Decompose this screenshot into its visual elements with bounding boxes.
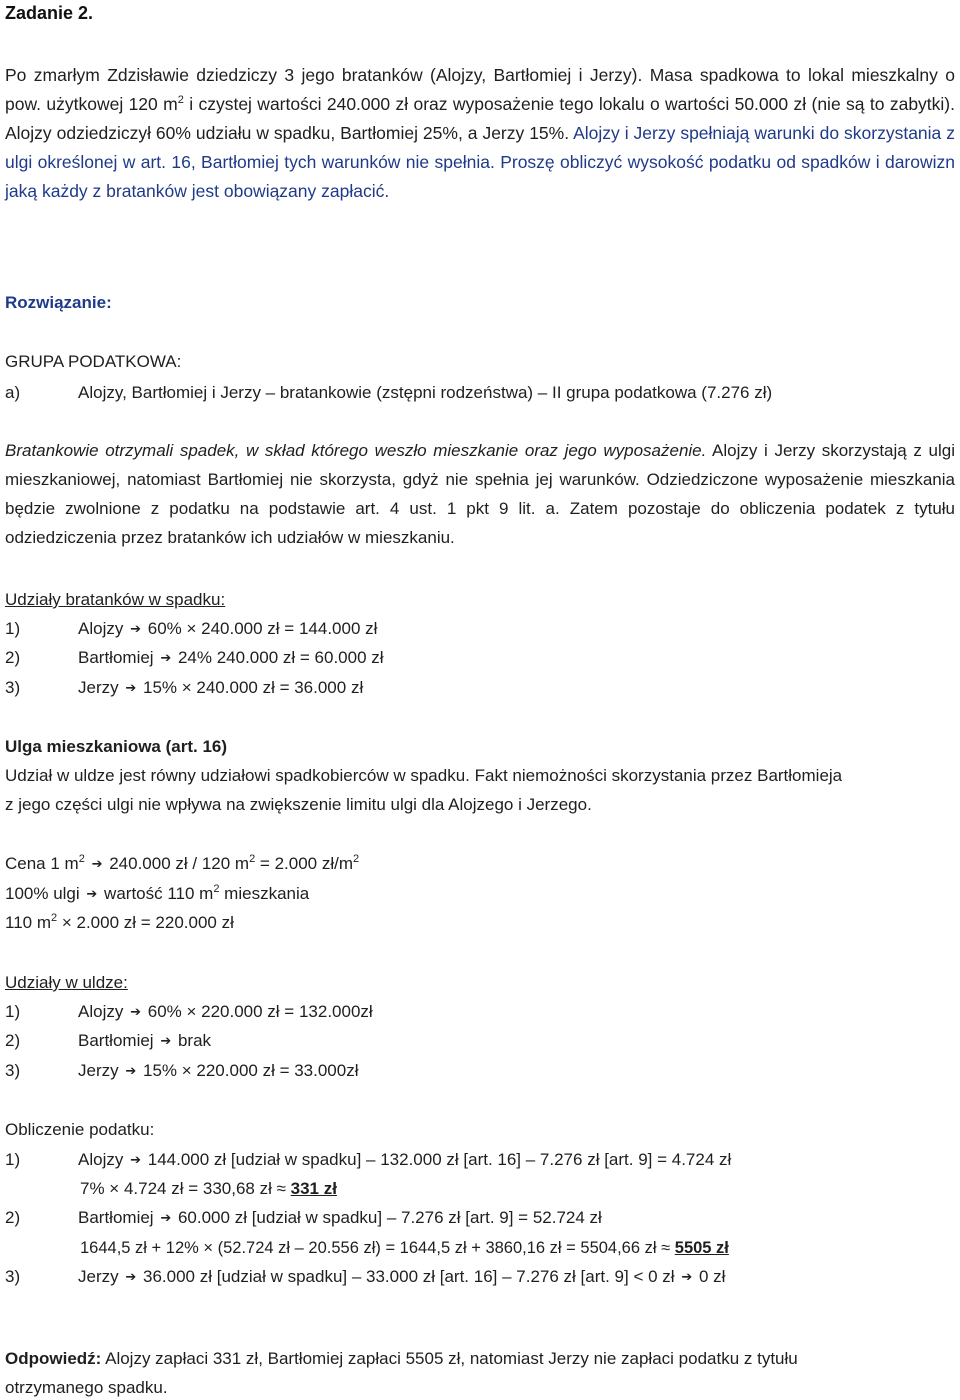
sup: 2 xyxy=(51,912,58,924)
price-calc: 240.000 zł / 120 m xyxy=(109,854,250,873)
relief-calc-area: 110 m xyxy=(5,913,51,932)
tax-name: Bartłomiej xyxy=(78,1208,154,1227)
tax-result-value: 5505 zł xyxy=(674,1239,729,1257)
relief-text-line-2: z jego części ulgi nie wpływa na zwiększenie limitu ulgi dla Alojzego i Jerzego. xyxy=(5,795,592,814)
relief-suffix: mieszkania xyxy=(219,884,310,903)
tax-heading: Obliczenie podatku: xyxy=(5,1120,155,1139)
arrow-right-icon: ➔ xyxy=(681,1269,693,1284)
group-item-number: a) xyxy=(5,383,21,402)
relief-percent: 100% ulgi xyxy=(5,884,80,903)
share-name: Bartłomiej xyxy=(78,648,154,667)
tax-item xyxy=(78,1207,602,1229)
tax-result-value: 0 zł xyxy=(698,1267,726,1286)
share-calc: 60% × 240.000 zł = 144.000 zł xyxy=(147,619,378,638)
price-result: = 2.000 zł/m xyxy=(255,854,354,873)
tax-name: Alojzy xyxy=(78,1150,124,1169)
tax-name: Jerzy xyxy=(78,1267,119,1286)
relief-share-calc: 60% × 220.000 zł = 132.000zł xyxy=(147,1002,373,1021)
relief-shares-heading: Udziały w uldze: xyxy=(5,973,128,992)
tax-item-number: 2) xyxy=(5,1208,21,1227)
tax-item xyxy=(78,1149,731,1171)
arrow-right-icon: ➔ xyxy=(160,650,172,665)
shares-heading: Udziały bratanków w spadku: xyxy=(5,590,226,609)
relief-share-number: 3) xyxy=(5,1061,21,1080)
sup: 2 xyxy=(78,853,85,865)
group-item-text: Alojzy, Bartłomiej i Jerzy – bratankowie (zstępni rodzeństwa) – II grupa podatkowa (7.276 zł) xyxy=(78,383,773,402)
share-name: Alojzy xyxy=(78,619,124,638)
share-item-number: 2) xyxy=(5,648,21,667)
arrow-right-icon: ➔ xyxy=(91,856,103,871)
relief-share-name: Alojzy xyxy=(78,1002,124,1021)
tax-item-number: 1) xyxy=(5,1150,21,1169)
group-heading: GRUPA PODATKOWA: xyxy=(5,352,182,371)
answer-line-2: otrzymanego spadku. xyxy=(5,1378,168,1397)
share-name: Jerzy xyxy=(78,678,119,697)
arrow-right-icon: ➔ xyxy=(160,1033,172,1048)
relief-share-item xyxy=(78,1001,373,1023)
share-item xyxy=(78,647,384,669)
arrow-right-icon: ➔ xyxy=(125,680,137,695)
arrow-right-icon: ➔ xyxy=(86,886,98,901)
tax-item-number: 3) xyxy=(5,1267,21,1286)
answer-label: Odpowiedź: xyxy=(5,1349,102,1368)
relief-share-item xyxy=(78,1060,359,1082)
share-item xyxy=(78,677,363,699)
share-calc: 15% × 240.000 zł = 36.000 zł xyxy=(143,678,364,697)
relief-share-number: 1) xyxy=(5,1002,21,1021)
relief-share-name: Jerzy xyxy=(78,1061,119,1080)
relief-calc-result: × 2.000 zł = 220.000 zł xyxy=(57,913,234,932)
share-item xyxy=(78,618,377,640)
relief-share-number: 2) xyxy=(5,1031,21,1050)
relief-share-name: Bartłomiej xyxy=(78,1031,154,1050)
share-item-number: 3) xyxy=(5,678,21,697)
relief-share-calc: brak xyxy=(177,1031,212,1050)
arrow-right-icon: ➔ xyxy=(130,1004,141,1019)
tax-result-calc: 1644,5 zł + 12% × (52.724 zł – 20.556 zł) = 1644,5 zł + 3860,16 zł = 5504,66 zł ≈ xyxy=(80,1239,675,1257)
tax-result xyxy=(80,1178,337,1200)
tax-calc: 36.000 zł [udział w spadku] – 33.000 zł [art. 16] – 7.276 zł [art. 9] < 0 zł xyxy=(143,1267,675,1286)
explanation-paragraph xyxy=(5,436,955,552)
task-text-part-3: Alojzy i Jerzy spełniają warunki do skorzystania z ulgi określonej w art. 16, Bartłomiej tych warunków nie spełnia. Proszę obliczyć wysokość podatku od spadków i darowizn jaką każdy z bratanków jest obowiązany zapłacić. xyxy=(5,123,955,201)
relief-share-calc: 15% × 220.000 zł = 33.000zł xyxy=(143,1061,359,1080)
sup: 2 xyxy=(353,853,360,865)
task-title: Zadanie 2. xyxy=(5,3,94,23)
tax-result-value: 331 zł xyxy=(290,1179,337,1198)
arrow-right-icon: ➔ xyxy=(130,621,141,636)
price-per-m2 xyxy=(5,853,955,875)
sup: 2 xyxy=(249,853,256,865)
relief-heading: Ulga mieszkaniowa (art. 16) xyxy=(5,737,228,756)
arrow-right-icon: ➔ xyxy=(130,1152,141,1167)
relief-text-line-1: Udział w uldze jest równy udziałowi spadkobierców w spadku. Fakt niemożności skorzystania przez Bartłomieja xyxy=(5,766,843,785)
tax-result xyxy=(80,1237,729,1259)
answer-text: Alojzy zapłaci 331 zł, Bartłomiej zapłaci 5505 zł, natomiast Jerzy nie zapłaci podatku z tytułu xyxy=(101,1349,798,1368)
task-description xyxy=(5,61,955,206)
tax-calc: 144.000 zł [udział w spadku] – 132.000 zł [art. 16] – 7.276 zł [art. 9] = 4.724 zł xyxy=(147,1150,732,1169)
price-label: Cena 1 m xyxy=(5,854,79,873)
tax-item xyxy=(78,1266,725,1288)
tax-calc: 60.000 zł [udział w spadku] – 7.276 zł [art. 9] = 52.724 zł xyxy=(177,1208,602,1227)
task-text-part-2: i czystej wartości 240.000 zł oraz wyposażenie tego lokalu o wartości 50.000 zł (nie są to zabytki). Alojzy odziedziczył 60% udziału w spadku, Bartłomiej 25%, a Jerzy 15%. xyxy=(5,94,956,143)
relief-value: wartość 110 m xyxy=(104,884,214,903)
solution-label: Rozwiązanie: xyxy=(5,293,112,312)
arrow-right-icon: ➔ xyxy=(125,1269,137,1284)
tax-result-calc: 7% × 4.724 zł = 330,68 zł ≈ xyxy=(80,1179,291,1198)
relief-share-item xyxy=(78,1030,211,1052)
explanation-italic: Bratankowie otrzymali spadek, w skład którego weszło mieszkanie oraz jego wyposażenie. xyxy=(5,441,707,460)
answer-line-1 xyxy=(5,1348,955,1370)
relief-calc xyxy=(5,912,955,934)
share-calc: 24% 240.000 zł = 60.000 zł xyxy=(177,648,384,667)
arrow-right-icon: ➔ xyxy=(125,1063,137,1078)
task-text-part-1: Po zmarłym Zdzisławie dziedziczy 3 jego bratanków (Alojzy, Bartłomiej i Jerzy). Masa spadkowa to lokal mieszkalny o pow. użytkowej 120 m xyxy=(5,65,955,114)
share-item-number: 1) xyxy=(5,619,21,638)
arrow-right-icon: ➔ xyxy=(160,1210,172,1225)
task-sup: 2 xyxy=(177,94,184,106)
relief-limit xyxy=(5,883,955,905)
explanation-rest: Alojzy i Jerzy skorzystają z ulgi mieszkaniowej, natomiast Bartłomiej nie skorzysta, gdyż nie spełnia jej warunków. Odziedziczone wyposażenie mieszkania będzie zwolnione z podatku na podstawie art. 4 ust. 1 pkt 9 lit. a. Zatem pozostaje do obliczenia podatek z tytułu odziedziczenia przez bratanków ich udziałów w mieszkaniu. xyxy=(5,441,955,547)
sup: 2 xyxy=(213,883,220,895)
